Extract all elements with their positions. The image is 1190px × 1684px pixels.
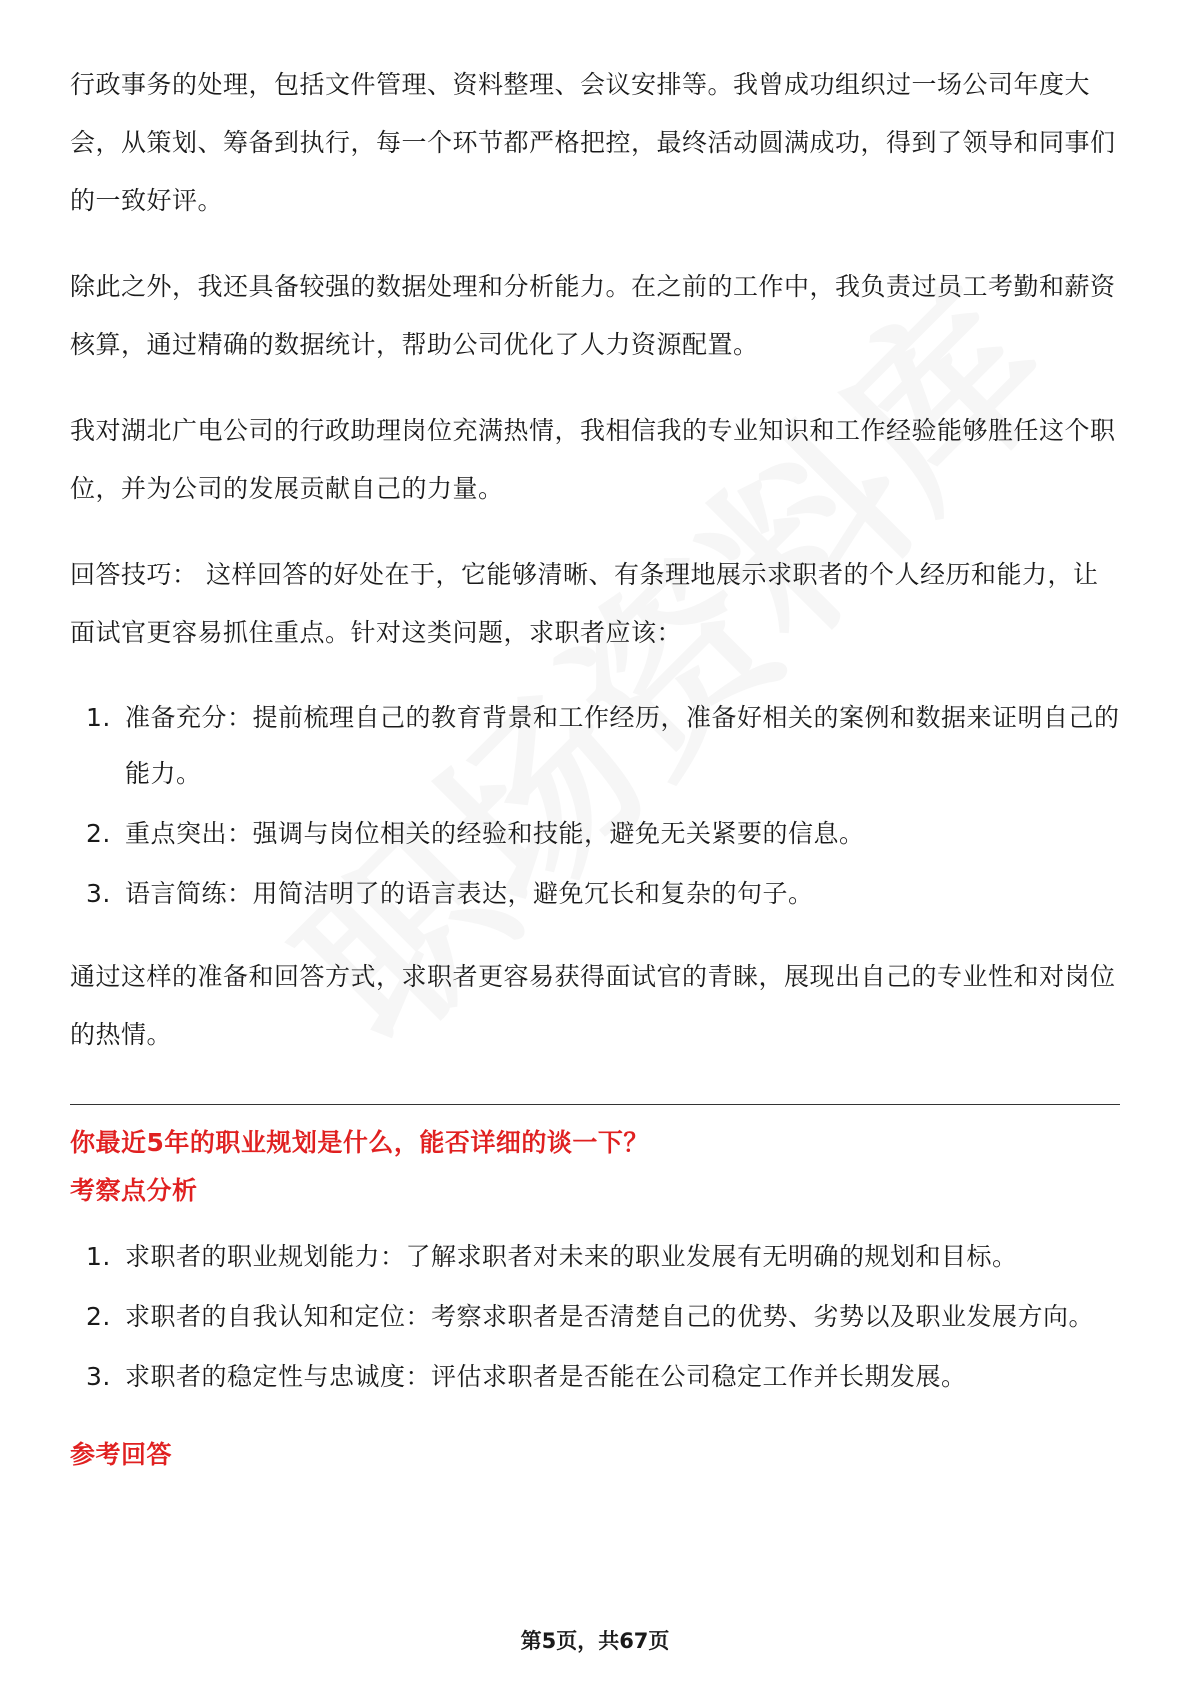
list-item — [70, 690, 1120, 802]
analysis-list — [70, 1229, 1120, 1405]
list-item — [70, 1289, 1120, 1345]
closing-paragraph: 通过这样的准备和回答方式，求职者更容易获得面试官的青睐，展现出自己的专业性和对岗位的热情。 — [70, 962, 1116, 1049]
page-number: 第5页，共67页 — [520, 1629, 670, 1653]
list-item-text: 求职者的职业规划能力：了解求职者对未来的职业发展有无明确的规划和目标。 — [125, 1242, 1018, 1271]
document-body — [70, 56, 1120, 1479]
list-number: 2. — [86, 819, 111, 848]
list-item — [70, 1229, 1120, 1285]
list-item — [70, 806, 1120, 862]
paragraph: 行政事务的处理，包括文件管理、资料整理、会议安排等。我曾成功组织过一场公司年度大会，从策划、筹备到执行，每一个环节都严格把控，最终活动圆满成功，得到了领导和同事们的一致好评。 — [70, 70, 1116, 215]
list-item — [70, 1349, 1120, 1405]
paragraph: 除此之外，我还具备较强的数据处理和分析能力。在之前的工作中，我负责过员工考勤和薪资核算，通过精确的数据统计，帮助公司优化了人力资源配置。 — [70, 272, 1116, 359]
list-number: 1. — [86, 1242, 111, 1271]
list-number: 1. — [86, 703, 111, 732]
tips-list — [70, 690, 1120, 922]
list-item-text: 语言简练：用简洁明了的语言表达，避免冗长和复杂的句子。 — [125, 879, 814, 908]
list-number: 3. — [86, 1362, 111, 1391]
list-item-text: 求职者的稳定性与忠诚度：评估求职者是否能在公司稳定工作并长期发展。 — [125, 1362, 967, 1391]
list-item-text: 重点突出：强调与岗位相关的经验和技能，避免无关紧要的信息。 — [125, 819, 865, 848]
list-item-text: 求职者的自我认知和定位：考察求职者是否清楚自己的优势、劣势以及职业发展方向。 — [125, 1302, 1095, 1331]
answer-tips-paragraph: 回答技巧： 这样回答的好处在于，它能够清晰、有条理地展示求职者的个人经历和能力，让面试官更容易抓住重点。针对这类问题，求职者应该： — [70, 560, 1099, 647]
section-divider — [70, 1104, 1120, 1105]
list-number: 3. — [86, 879, 111, 908]
list-item-text: 准备充分：提前梳理自己的教育背景和工作经历，准备好相关的案例和数据来证明自己的能力。 — [125, 703, 1120, 788]
analysis-heading: 考察点分析 — [70, 1176, 198, 1205]
question-heading: 你最近5年的职业规划是什么，能否详细的谈一下？ — [70, 1128, 649, 1157]
list-item — [70, 866, 1120, 922]
reference-answer-heading: 参考回答 — [70, 1440, 173, 1469]
list-number: 2. — [86, 1302, 111, 1331]
paragraph: 我对湖北广电公司的行政助理岗位充满热情，我相信我的专业知识和工作经验能够胜任这个职位，并为公司的发展贡献自己的力量。 — [70, 416, 1116, 503]
